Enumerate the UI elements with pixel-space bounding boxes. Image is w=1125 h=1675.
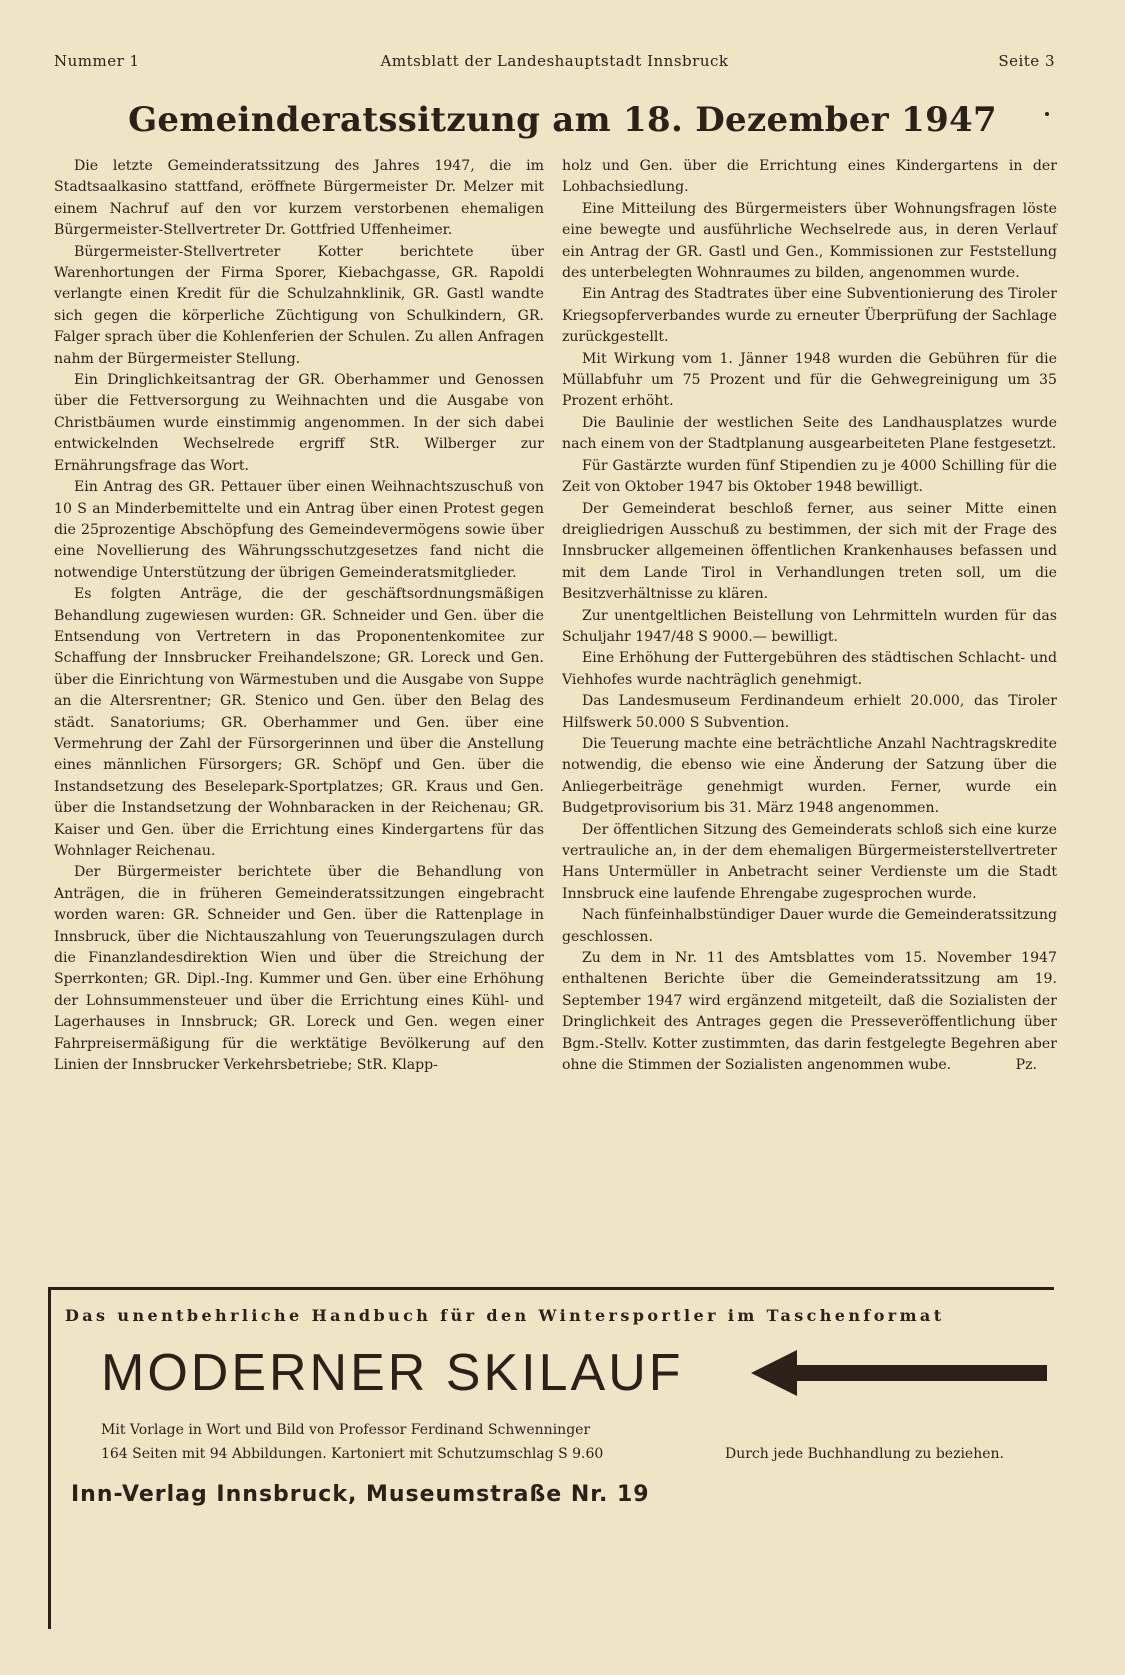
book-advertisement [48,1287,1054,1629]
paragraph: Der Gemeinderat beschloß ferner, aus seiner Mitte einen dreigliedrigen Ausschuß zu bestimmen, der sich mit der Frage des Innsbrucker allgemeinen öffentlichen Krankenhauses befassen und mit dem Lande Tirol in Verhandlungen treten soll, um die Besitzverhältnisse zu klären. [562,500,1057,603]
ad-tagline: Das unentbehrliche Handbuch für den Wintersportler im Taschenformat [65,1306,945,1325]
paragraph: Das Landesmuseum Ferdinandeum erhielt 20.000, das Tiroler Hilfswerk 50.000 S Subvention. [562,693,1057,731]
ad-availability: Durch jede Buchhandlung zu beziehen. [725,1446,1004,1462]
publication-name: Amtsblatt der Landeshauptstadt Innsbruck [380,52,729,70]
ad-publisher: Inn-Verlag Innsbruck, Museumstraße Nr. 19 [71,1482,650,1507]
left-column [54,156,544,1076]
paragraph: holz und Gen. über die Errichtung eines Kindergartens in der Lohbachsiedlung. [562,158,1057,196]
right-column [562,156,1057,1076]
paragraph: Zu dem in Nr. 11 des Amtsblattes vom 15. November 1947 enthaltenen Berichte über die Gemeinderatssitzung am 19. September 1947 wird ergänzend mitgeteilt, daß die Sozialisten der Dringlichkeit des Antrages gegen die Presseveröffentlichung über Bgm.-Stellv. Kotter zustimmten, das darin festgelegte Begehren aber ohne die Stimmen der Sozialisten angenommen wube. [562,950,1057,1074]
ad-details: 164 Seiten mit 94 Abbildungen. Kartoniert mit Schutzumschlag S 9.60 [101,1446,604,1462]
article-title: Gemeinderatssitzung am 18. Dezember 1947 [128,100,997,140]
author-signature: Pz. [1015,1057,1037,1074]
paragraph: Eine Mitteilung des Bürgermeisters über Wohnungsfragen löste eine bewegte und ausführliche Wechselrede aus, in deren Verlauf ein Antrag der GR. Gastl und Gen., Kommissionen zur Feststellung des unterbelegten Wohnraumes zu bilden, angenommen wurde. [562,200,1057,282]
paragraph: Es folgten Anträge, die der geschäftsordnungsmäßigen Behandlung zugewiesen wurden: GR. Schneider und Gen. über die Entsendung von Vertretern in das Proponentenkomitee zur Schaffung der Innsbrucker Freihandelszone; GR. Loreck und Gen. über die Einrichtung von Wärmestuben und die Ausgabe von Suppe an die Altersrentner; GR. Stenico und Gen. über den Belag des städt. Sanatoriums; GR. Oberhammer und Gen. über eine Vermehrung der Zahl der Fürsorgerinnen und über die Anstellung eines männlichen Fürsorgers; GR. Schöpf und Gen. über die Instandsetzung des Beselepark-Sportplatzes; GR. Kraus und Gen. über die Instandsetzung der Wohnbaracken in der Reichenau; GR. Kaiser und Gen. über die Errichtung eines Kindergartens für das Wohnlager Reichenau. [54,586,544,859]
running-head [54,52,1055,74]
paragraph: Mit Wirkung vom 1. Jänner 1948 wurden die Gebühren für die Müllabfuhr um 75 Prozent und für die Gehwegreinigung um 35 Prozent erhöht. [562,350,1057,410]
ad-book-title: MODERNER SKILAUF [101,1344,684,1402]
ad-details-row [101,1446,1004,1462]
paragraph: Für Gastärzte wurden fünf Stipendien zu je 4000 Schilling für die Zeit von Oktober 1947 bis Oktober 1948 bewilligt. [562,457,1057,496]
paragraph: Die Baulinie der westlichen Seite des Landhausplatzes wurde nach einem von der Stadtplanung ausgearbeiteten Plane festgesetzt. [562,414,1057,453]
page-number: Seite 3 [998,52,1055,70]
paragraph: Ein Dringlichkeitsantrag der GR. Oberhammer und Genossen über die Fettversorgung zu Weihnachten und die Ausgabe von Christbäumen wurde einstimmig angenommen. In der sich dabei entwickelnden Wechselrede ergriff StR. Wilberger zur Ernährungsfrage das Wort. [54,372,544,474]
paragraph: Ein Antrag des Stadtrates über eine Subventionierung des Tiroler Kriegsopferverbandes wurde zu erneuter Überprüfung der Sachlage zurückgestellt. [562,286,1057,346]
paragraph: Eine Erhöhung der Futtergebühren des städtischen Schlacht- und Viehhofes wurde nachträglich genehmigt. [562,650,1057,688]
paragraph: Zur unentgeltlichen Beistellung von Lehrmitteln wurden für das Schuljahr 1947/48 S 9000.— bewilligt. [562,607,1057,645]
paragraph: Der Bürgermeister berichtete über die Behandlung von Anträgen, die in früheren Gemeinderatssitzungen eingebracht worden waren: GR. Schneider und Gen. über die Rattenplage in Innsbruck, über die Nichtauszahlung von Teuerungszulagen durch die Finanzlandesdirektion Wien und über die Streichung der Sperrkonten; GR. Dipl.-Ing. Kummer und Gen. über eine Erhöhung der Lohnsummensteuer und über die Errichtung eines Kühl- und Lagerhauses in Innsbruck; GR. Loreck und Gen. wegen einer Fahrpreisermäßigung für die werktätige Bevölkerung auf den Linien der Innsbrucker Verkehrsbetriebe; StR. Klapp- [54,864,544,1074]
paragraph: Der öffentlichen Sitzung des Gemeinderats schloß sich eine kurze vertrauliche an, in der dem ehemaligen Bürgermeisterstellvertreter Hans Untermüller in Anbetracht seiner Verdienste um die Stadt Innsbruck eine laufende Ehrengabe zugesprochen wurde. [562,821,1057,902]
ad-byline: Mit Vorlage in Wort und Bild von Professor Ferdinand Schwenninger [101,1422,591,1438]
paragraph: Ein Antrag des GR. Pettauer über einen Weihnachtszuschuß von 10 S an Minderbemittelte und ein Antrag über einen Protest gegen die 25prozentige Abschöpfung des Gemeindevermögens sowie über eine Novellierung des Währungsschutzgesetzes fand nicht die notwendige Unterstützung der übrigen Gemeinderatsmitglieder. [54,479,544,581]
arrow-left-icon [751,1350,1047,1396]
paragraph: Bürgermeister-Stellvertreter Kotter berichtete über Warenhortungen der Firma Sporer, Kiebachgasse, GR. Rapoldi verlangte einen Kredit für die Schulzahnklinik, GR. Gastl wandte sich gegen die körperliche Züchtigung von Schulkindern, GR. Falger sprach über die Kohlenferien der Schulen. Zu allen Anfragen nahm der Bürgermeister Stellung. [54,243,544,367]
paragraph: Die letzte Gemeinderatssitzung des Jahres 1947, die im Stadtsaalkasino stattfand, eröffnete Bürgermeister Dr. Melzer mit einem Nachruf auf den vor kurzem verstorbenen ehemaligen Bürgermeister-Stellvertreter Dr. Gottfried Uffenheimer. [54,158,544,239]
issue-number: Nummer 1 [54,52,140,70]
paragraph: Die Teuerung machte eine beträchtliche Anzahl Nachtragskredite notwendig, die ebenso wie eine Änderung der Satzung über die Anliegerbeiträge genehmigt wurden. Ferner, wurde ein Budgetprovisorium bis 31. März 1948 angenommen. [562,735,1057,817]
paragraph: Nach fünfeinhalbstündiger Dauer wurde die Gemeinderatssitzung geschlossen. [562,907,1057,945]
